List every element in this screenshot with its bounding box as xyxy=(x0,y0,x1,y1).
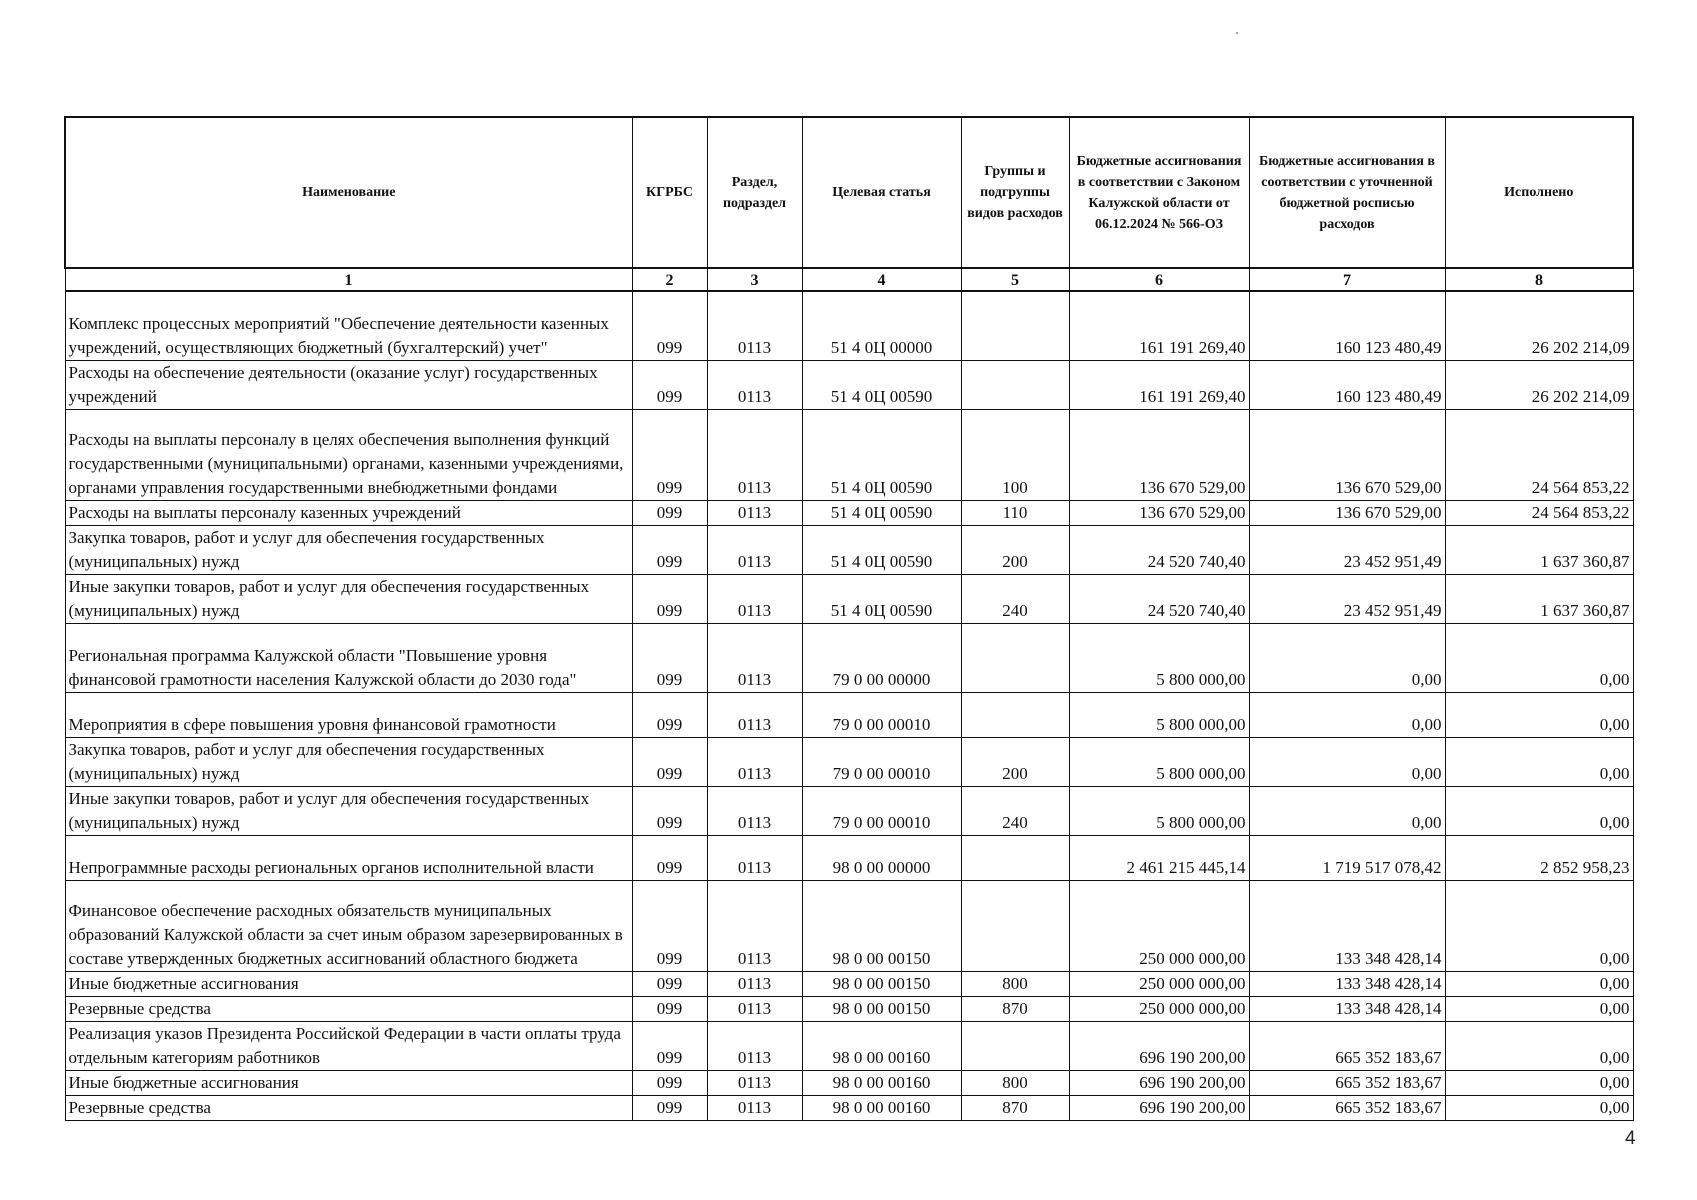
row-revised-allocation: 665 352 183,67 xyxy=(1249,1022,1445,1071)
row-target: 51 4 0Ц 00590 xyxy=(802,575,961,624)
row-section: 0113 xyxy=(707,836,802,881)
column-number: 1 xyxy=(65,268,632,291)
table-row xyxy=(65,291,1633,361)
row-section: 0113 xyxy=(707,738,802,787)
table-row xyxy=(65,575,1633,624)
row-group xyxy=(961,624,1069,693)
row-revised-allocation: 160 123 480,49 xyxy=(1249,291,1445,361)
row-group: 870 xyxy=(961,1096,1069,1121)
row-section: 0113 xyxy=(707,787,802,836)
row-executed: 26 202 214,09 xyxy=(1445,291,1633,361)
row-target: 51 4 0Ц 00590 xyxy=(802,526,961,575)
column-number: 2 xyxy=(632,268,707,291)
row-group: 800 xyxy=(961,1071,1069,1096)
row-target: 98 0 00 00150 xyxy=(802,972,961,997)
row-target: 98 0 00 00150 xyxy=(802,881,961,972)
row-name: Закупка товаров, работ и услуг для обеспечения государственных (муниципальных) нужд xyxy=(65,738,632,787)
table-row xyxy=(65,1096,1633,1121)
row-executed: 0,00 xyxy=(1445,881,1633,972)
row-name: Региональная программа Калужской области "Повышение уровня финансовой грамотности населения Калужской области до 2030 года" xyxy=(65,624,632,693)
row-revised-allocation: 0,00 xyxy=(1249,787,1445,836)
row-law-allocation: 250 000 000,00 xyxy=(1069,881,1249,972)
budget-table-container xyxy=(64,116,1632,1121)
row-section: 0113 xyxy=(707,526,802,575)
row-section: 0113 xyxy=(707,575,802,624)
table-row xyxy=(65,738,1633,787)
row-revised-allocation: 133 348 428,14 xyxy=(1249,972,1445,997)
row-executed: 0,00 xyxy=(1445,1022,1633,1071)
row-target: 79 0 00 00000 xyxy=(802,624,961,693)
row-section: 0113 xyxy=(707,361,802,410)
row-group: 240 xyxy=(961,787,1069,836)
row-group: 110 xyxy=(961,501,1069,526)
row-revised-allocation: 665 352 183,67 xyxy=(1249,1096,1445,1121)
row-group: 200 xyxy=(961,526,1069,575)
row-law-allocation: 250 000 000,00 xyxy=(1069,997,1249,1022)
row-law-allocation: 136 670 529,00 xyxy=(1069,410,1249,501)
row-kgrbs: 099 xyxy=(632,693,707,738)
row-name: Иные закупки товаров, работ и услуг для обеспечения государственных (муниципальных) нужд xyxy=(65,575,632,624)
table-row xyxy=(65,1022,1633,1071)
row-executed: 0,00 xyxy=(1445,693,1633,738)
row-target: 51 4 0Ц 00000 xyxy=(802,291,961,361)
column-number: 7 xyxy=(1249,268,1445,291)
row-name: Иные бюджетные ассигнования xyxy=(65,972,632,997)
row-section: 0113 xyxy=(707,1022,802,1071)
table-row xyxy=(65,1071,1633,1096)
row-revised-allocation: 23 452 951,49 xyxy=(1249,575,1445,624)
row-group: 870 xyxy=(961,997,1069,1022)
row-section: 0113 xyxy=(707,501,802,526)
row-kgrbs: 099 xyxy=(632,575,707,624)
row-revised-allocation: 136 670 529,00 xyxy=(1249,410,1445,501)
row-section: 0113 xyxy=(707,291,802,361)
column-number-row xyxy=(65,268,1633,291)
row-name: Финансовое обеспечение расходных обязательств муниципальных образований Калужской области за счет иным образом зарезервированных в составе утвержденных бюджетных ассигнований областного бюджета xyxy=(65,881,632,972)
row-kgrbs: 099 xyxy=(632,1022,707,1071)
row-target: 79 0 00 00010 xyxy=(802,787,961,836)
row-name: Закупка товаров, работ и услуг для обеспечения государственных (муниципальных) нужд xyxy=(65,526,632,575)
row-executed: 0,00 xyxy=(1445,1071,1633,1096)
row-name: Расходы на выплаты персоналу казенных учреждений xyxy=(65,501,632,526)
row-kgrbs: 099 xyxy=(632,1096,707,1121)
table-row xyxy=(65,501,1633,526)
row-name: Резервные средства xyxy=(65,997,632,1022)
table-row xyxy=(65,787,1633,836)
row-revised-allocation: 23 452 951,49 xyxy=(1249,526,1445,575)
row-kgrbs: 099 xyxy=(632,291,707,361)
header-revised-allocation: Бюджетные ассигнования в соответствии с уточненной бюджетной росписью расходов xyxy=(1249,117,1445,268)
row-name: Непрограммные расходы региональных органов исполнительной власти xyxy=(65,836,632,881)
row-executed: 0,00 xyxy=(1445,787,1633,836)
row-section: 0113 xyxy=(707,972,802,997)
row-section: 0113 xyxy=(707,997,802,1022)
row-executed: 24 564 853,22 xyxy=(1445,410,1633,501)
row-law-allocation: 24 520 740,40 xyxy=(1069,526,1249,575)
row-section: 0113 xyxy=(707,881,802,972)
row-kgrbs: 099 xyxy=(632,787,707,836)
table-row xyxy=(65,624,1633,693)
row-executed: 0,00 xyxy=(1445,738,1633,787)
row-target: 98 0 00 00160 xyxy=(802,1071,961,1096)
row-executed: 1 637 360,87 xyxy=(1445,526,1633,575)
row-target: 98 0 00 00160 xyxy=(802,1096,961,1121)
row-revised-allocation: 136 670 529,00 xyxy=(1249,501,1445,526)
row-law-allocation: 250 000 000,00 xyxy=(1069,972,1249,997)
row-target: 98 0 00 00000 xyxy=(802,836,961,881)
column-number: 6 xyxy=(1069,268,1249,291)
row-group xyxy=(961,1022,1069,1071)
row-kgrbs: 099 xyxy=(632,501,707,526)
header-section: Раздел, подраздел xyxy=(707,117,802,268)
row-target: 51 4 0Ц 00590 xyxy=(802,410,961,501)
row-law-allocation: 696 190 200,00 xyxy=(1069,1022,1249,1071)
header-name: Наименование xyxy=(65,117,632,268)
header-law-allocation: Бюджетные ассигнования в соответствии с Законом Калужской области от 06.12.2024 № 566-ОЗ xyxy=(1069,117,1249,268)
row-executed: 0,00 xyxy=(1445,997,1633,1022)
column-number: 3 xyxy=(707,268,802,291)
row-section: 0113 xyxy=(707,693,802,738)
row-target: 51 4 0Ц 00590 xyxy=(802,501,961,526)
row-name: Мероприятия в сфере повышения уровня финансовой грамотности xyxy=(65,693,632,738)
header-executed: Исполнено xyxy=(1445,117,1633,268)
row-group xyxy=(961,291,1069,361)
column-number: 4 xyxy=(802,268,961,291)
row-group xyxy=(961,836,1069,881)
table-row xyxy=(65,526,1633,575)
row-kgrbs: 099 xyxy=(632,526,707,575)
row-kgrbs: 099 xyxy=(632,410,707,501)
row-law-allocation: 5 800 000,00 xyxy=(1069,624,1249,693)
row-kgrbs: 099 xyxy=(632,997,707,1022)
row-name: Резервные средства xyxy=(65,1096,632,1121)
header-group: Группы и подгруппы видов расходов xyxy=(961,117,1069,268)
scan-speck xyxy=(1236,32,1238,34)
row-law-allocation: 161 191 269,40 xyxy=(1069,291,1249,361)
row-executed: 1 637 360,87 xyxy=(1445,575,1633,624)
row-section: 0113 xyxy=(707,624,802,693)
row-revised-allocation: 1 719 517 078,42 xyxy=(1249,836,1445,881)
row-target: 79 0 00 00010 xyxy=(802,693,961,738)
row-group xyxy=(961,881,1069,972)
row-name: Реализация указов Президента Российской Федерации в части оплаты труда отдельным категориям работников xyxy=(65,1022,632,1071)
row-group: 240 xyxy=(961,575,1069,624)
table-row xyxy=(65,997,1633,1022)
row-revised-allocation: 0,00 xyxy=(1249,738,1445,787)
row-law-allocation: 5 800 000,00 xyxy=(1069,693,1249,738)
row-executed: 26 202 214,09 xyxy=(1445,361,1633,410)
budget-table xyxy=(64,116,1634,1121)
column-number: 8 xyxy=(1445,268,1633,291)
row-group: 200 xyxy=(961,738,1069,787)
header-kgrbs: КГРБС xyxy=(632,117,707,268)
table-row xyxy=(65,836,1633,881)
row-law-allocation: 136 670 529,00 xyxy=(1069,501,1249,526)
row-section: 0113 xyxy=(707,1096,802,1121)
table-row xyxy=(65,693,1633,738)
row-kgrbs: 099 xyxy=(632,836,707,881)
row-group xyxy=(961,693,1069,738)
page-number: 4 xyxy=(1625,1128,1636,1149)
row-revised-allocation: 0,00 xyxy=(1249,693,1445,738)
column-number: 5 xyxy=(961,268,1069,291)
row-target: 98 0 00 00160 xyxy=(802,1022,961,1071)
row-law-allocation: 696 190 200,00 xyxy=(1069,1071,1249,1096)
row-name: Расходы на выплаты персоналу в целях обеспечения выполнения функций государственными (муниципальными) органами, казенными учреждениями, органами управления государственными внебюджетными фондами xyxy=(65,410,632,501)
row-target: 79 0 00 00010 xyxy=(802,738,961,787)
row-name: Иные закупки товаров, работ и услуг для обеспечения государственных (муниципальных) нужд xyxy=(65,787,632,836)
row-kgrbs: 099 xyxy=(632,738,707,787)
row-kgrbs: 099 xyxy=(632,361,707,410)
table-row xyxy=(65,410,1633,501)
table-row xyxy=(65,881,1633,972)
row-kgrbs: 099 xyxy=(632,1071,707,1096)
row-executed: 24 564 853,22 xyxy=(1445,501,1633,526)
row-group: 800 xyxy=(961,972,1069,997)
table-body xyxy=(65,291,1633,1121)
row-target: 98 0 00 00150 xyxy=(802,997,961,1022)
row-kgrbs: 099 xyxy=(632,972,707,997)
row-name: Иные бюджетные ассигнования xyxy=(65,1071,632,1096)
row-executed: 0,00 xyxy=(1445,624,1633,693)
row-kgrbs: 099 xyxy=(632,624,707,693)
row-revised-allocation: 133 348 428,14 xyxy=(1249,881,1445,972)
row-group: 100 xyxy=(961,410,1069,501)
row-law-allocation: 24 520 740,40 xyxy=(1069,575,1249,624)
row-executed: 0,00 xyxy=(1445,972,1633,997)
header-target: Целевая статья xyxy=(802,117,961,268)
row-law-allocation: 5 800 000,00 xyxy=(1069,738,1249,787)
table-row xyxy=(65,361,1633,410)
row-group xyxy=(961,361,1069,410)
row-revised-allocation: 665 352 183,67 xyxy=(1249,1071,1445,1096)
row-executed: 0,00 xyxy=(1445,1096,1633,1121)
row-kgrbs: 099 xyxy=(632,881,707,972)
row-law-allocation: 696 190 200,00 xyxy=(1069,1096,1249,1121)
row-section: 0113 xyxy=(707,1071,802,1096)
row-name: Комплекс процессных мероприятий "Обеспечение деятельности казенных учреждений, осуществляющих бюджетный (бухгалтерский) учет" xyxy=(65,291,632,361)
table-header-row xyxy=(65,117,1633,268)
row-revised-allocation: 160 123 480,49 xyxy=(1249,361,1445,410)
row-target: 51 4 0Ц 00590 xyxy=(802,361,961,410)
row-revised-allocation: 0,00 xyxy=(1249,624,1445,693)
row-section: 0113 xyxy=(707,410,802,501)
row-revised-allocation: 133 348 428,14 xyxy=(1249,997,1445,1022)
row-executed: 2 852 958,23 xyxy=(1445,836,1633,881)
row-law-allocation: 2 461 215 445,14 xyxy=(1069,836,1249,881)
row-law-allocation: 161 191 269,40 xyxy=(1069,361,1249,410)
row-name: Расходы на обеспечение деятельности (оказание услуг) государственных учреждений xyxy=(65,361,632,410)
table-row xyxy=(65,972,1633,997)
row-law-allocation: 5 800 000,00 xyxy=(1069,787,1249,836)
